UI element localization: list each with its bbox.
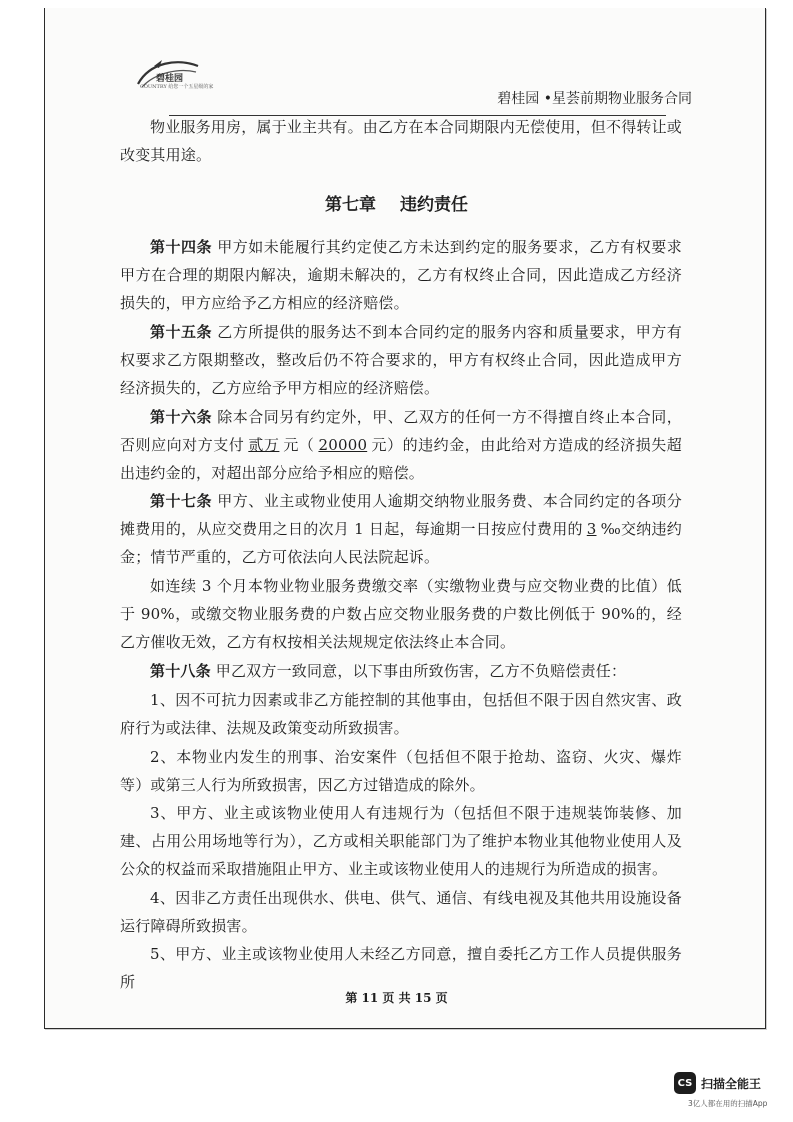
document-title: 碧桂园 •星荟前期物业服务合同 [497, 91, 692, 107]
penalty-amount-cn: 贰万 [248, 436, 280, 454]
article-15: 第十五条 乙方所提供的服务达不到本合同约定的服务内容和质量要求，甲方有权要求乙方限期整改，整改后仍不符合要求的，甲方有权终止合同，因此造成甲方经济损失的，乙方应给予甲方相应的经济赔偿。 [120, 323, 683, 397]
camscanner-icon: CS [674, 1072, 696, 1094]
article-18: 第十八条 甲乙双方一致同意，以下事由所致伤害，乙方不负赔偿责任： [150, 662, 627, 680]
continued-paragraph: 物业服务用房，属于业主共有。由乙方在本合同期限内无偿使用，但不得转让或改变其用途。 [120, 118, 683, 164]
late-fee-rate: 3 [586, 520, 597, 538]
penalty-amount-num: 20000 [318, 436, 368, 454]
page-number: 第 11 页 共 15 页 [345, 991, 448, 1005]
article-14: 第十四条 甲方如未能履行其约定使乙方未达到约定的服务要求，乙方有权要求甲方在合理的期限内解决，逾期未解决的，乙方有权终止合同，因此造成乙方经济损失的，甲方应给予乙方相应的经济赔偿。 [120, 238, 683, 312]
list-item-1: 1、因不可抗力因素或非乙方能控制的其他事由，包括但不限于因自然灾害、政府行为或法律、法规及政策变动所致损害。 [120, 691, 682, 737]
list-item-4: 4、因非乙方责任出现供水、供电、供气、通信、有线电视及其他共用设施设备运行障碍所致损害。 [120, 889, 682, 935]
scanner-watermark [674, 1072, 761, 1094]
article-17-supplement: 如连续 3 个月本物业物业服务费缴交率（实缴物业费与应交物业费的比值）低于 90%，或缴交物业服务费的户数占应交物业服务费的户数比例低于 90%的，经乙方催收无效，乙方有权按相关法规规定依法终止本合同。 [120, 577, 682, 651]
article-17: 第十七条 甲方、业主或物业使用人逾期交纳物业服务费、本合同约定的各项分摊费用的，从应交费用之日的次月 1 日起，每逾期一日按应付费用的 3 ‰交纳违约金；情节严重的，乙方可依法向人民法院起诉。 [120, 492, 683, 566]
scanner-name: 扫描全能王 [701, 1076, 762, 1091]
list-item-5: 5、甲方、业主或该物业使用人未经乙方同意，擅自委托乙方工作人员提供服务所 [120, 945, 682, 991]
list-item-3: 3、甲方、业主或该物业使用人有违规行为（包括但不限于违规装饰装修、加建、占用公用场地等行为），乙方或相关职能部门为了维护本物业其他物业使用人及公众的权益而采取措施阻止甲方、业主或该物业使用人的违规行为所造成的损害。 [120, 804, 682, 878]
list-item-2: 2、本物业内发生的刑事、治安案件（包括但不限于抢劫、盗窃、火灾、爆炸等）或第三人行为所致损害，因乙方过错造成的除外。 [120, 748, 682, 794]
chapter-heading: 第七章 违约责任 [325, 195, 468, 215]
logo-name: 碧桂园 [156, 74, 184, 84]
scanner-tagline: 3亿人都在用的扫描App [688, 1099, 768, 1108]
article-16: 第十六条 除本合同另有约定外，甲、乙双方的任何一方不得擅自终止本合同，否则应向对方支付 贰万 元（ 20000 元）的违约金，由此给对方造成的经济损失超出违约金的，对超出部分应给予相应的赔偿。 [120, 408, 683, 482]
logo-tagline: COUNTRY 给您一个五星级的家 [140, 84, 214, 90]
